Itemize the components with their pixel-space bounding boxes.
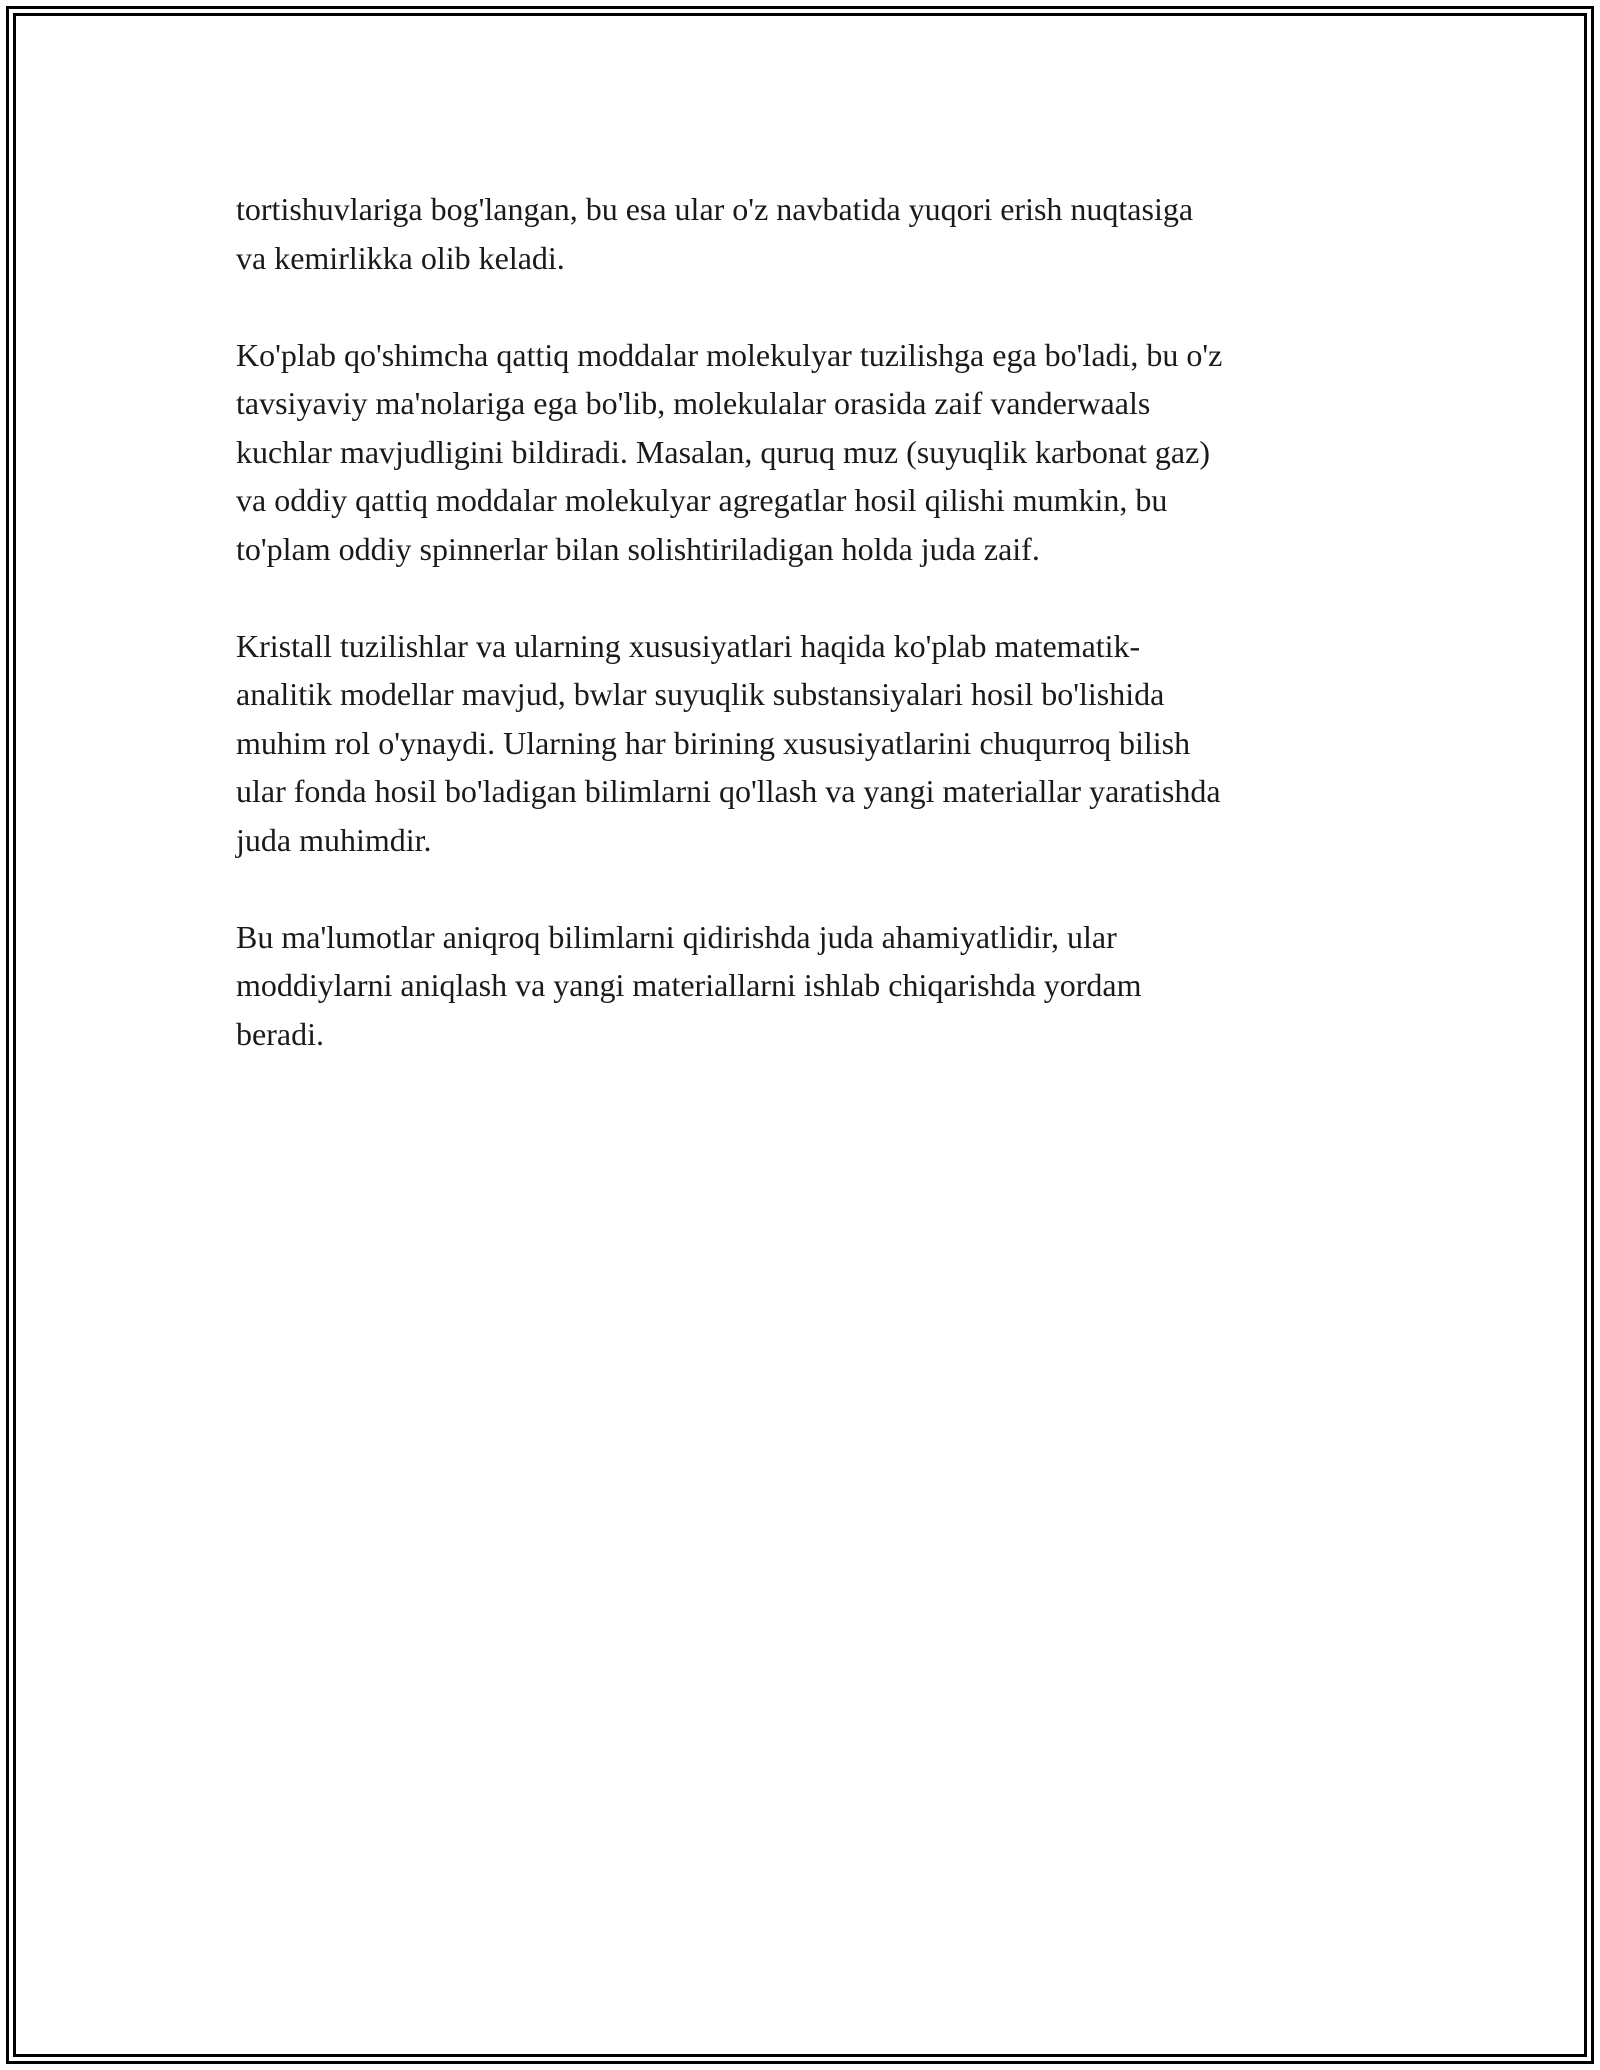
text-line: analitik modellar mavjud, bwlar suyuqlik substansiyalari hosil bo'lishida <box>236 676 1165 712</box>
paragraph-4 <box>236 913 1376 1059</box>
text-line: kuchlar mavjudligini bildiradi. Masalan, quruq muz (suyuqlik karbonat gaz) <box>236 433 1210 470</box>
document-body <box>236 185 1376 1107</box>
text-line: muhim rol o'ynaydi. Ularning har birining xususiyatlarini chuqurroq bilish <box>236 724 1191 761</box>
paragraph-2 <box>236 331 1376 574</box>
text-line: to'plam oddiy spinnerlar bilan solishtiriladigan holda juda zaif. <box>236 530 1040 567</box>
text-line: moddiylarni aniqlash va yangi materiallarni ishlab chiqarishda yordam <box>236 967 1142 1003</box>
text-line: Bu ma'lumotlar aniqroq bilimlarni qidirishda juda ahamiyatlidir, ular <box>236 918 1117 955</box>
paragraph-1 <box>236 185 1376 282</box>
paragraph-3 <box>236 622 1376 865</box>
text-line: Kristall tuzilishlar va ularning xususiyatlari haqida ko'plab matematik- <box>236 627 1141 664</box>
text-line: juda muhimdir. <box>236 821 432 858</box>
text-line: ular fonda hosil bo'ladigan bilimlarni qo'llash va yangi materiallar yaratishda <box>236 773 1221 809</box>
text-line: Ko'plab qo'shimcha qattiq moddalar molekulyar tuzilishga ega bo'ladi, bu o'z <box>236 336 1223 373</box>
text-line: tortishuvlariga bog'langan, bu esa ular o'z navbatida yuqori erish nuqtasiga <box>236 191 1194 227</box>
text-line: tavsiyaviy ma'nolariga ega bo'lib, molekulalar orasida zaif vanderwaals <box>236 385 1151 421</box>
text-line: va oddiy qattiq moddalar molekulyar agregatlar hosil qilishi mumkin, bu <box>236 482 1168 518</box>
text-line: beradi. <box>236 1015 324 1052</box>
text-line: va kemirlikka olib keladi. <box>236 239 565 276</box>
